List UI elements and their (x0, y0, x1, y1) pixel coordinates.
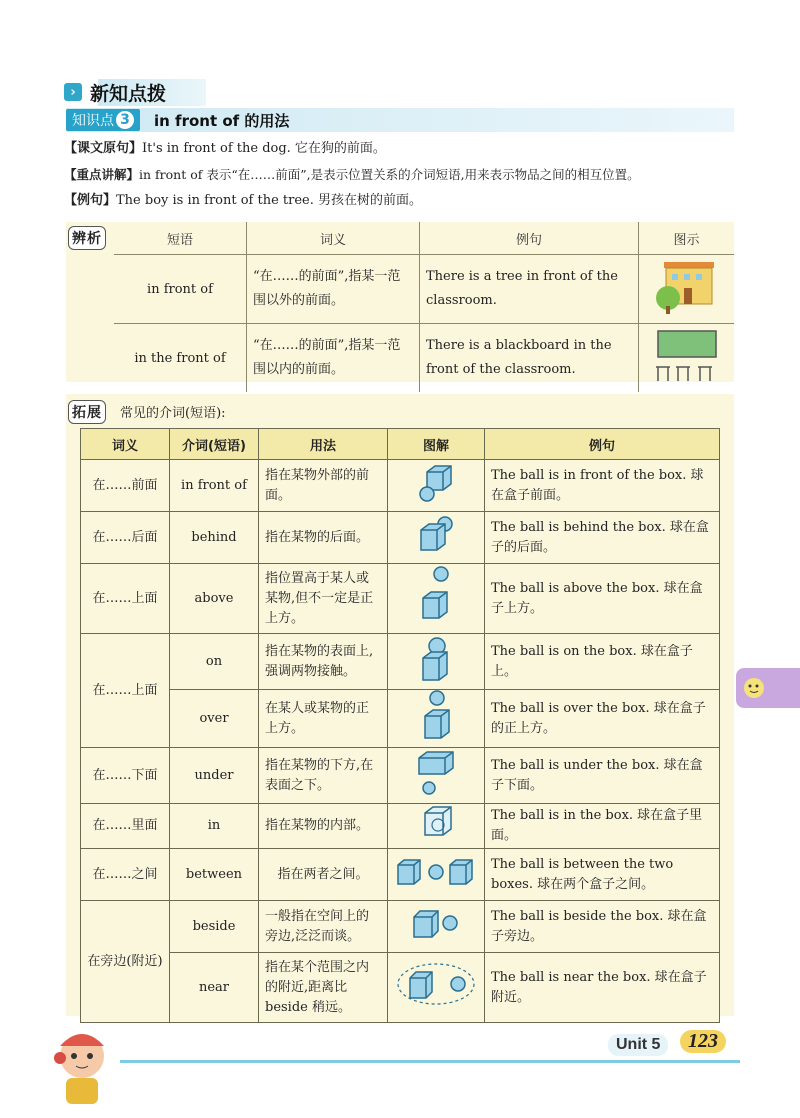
usage-cell: 指在某物的下方,在表面之下。 (259, 748, 388, 804)
diagram-cell (388, 460, 485, 512)
diagram-cell (388, 804, 485, 849)
meaning-cell: 在……之间 (81, 849, 170, 901)
table-header: 短语 (114, 222, 247, 255)
table-row (81, 512, 720, 564)
knowledge-point-badge-label: 知识点 (72, 113, 114, 129)
table-row (81, 690, 720, 748)
prep-cell: near (170, 953, 259, 1023)
ball-on-box-icon (411, 634, 461, 682)
usage-cell: 指在某物外部的前面。 (259, 460, 388, 512)
diagram-cell (388, 564, 485, 634)
diagram-cell (388, 953, 485, 1023)
meaning-cell: “在……的前面”,指某一范围以内的前面。 (247, 324, 420, 393)
usage-cell: 一般指在空间上的旁边,泛泛而谈。 (259, 901, 388, 953)
table-row (81, 901, 720, 953)
school-tree-illustration (652, 258, 722, 316)
bianxi-label: 辨析 (68, 226, 106, 250)
page-number: 123 (680, 1030, 726, 1053)
table-row (81, 849, 720, 901)
meaning-cell: 在旁边(附近) (81, 901, 170, 1023)
phrase-cell: in the front of (114, 324, 247, 393)
knowledge-point-badge (66, 109, 140, 131)
tuozhan-subtitle: 常见的介词(短语): (120, 406, 226, 421)
table-header: 例句 (420, 222, 639, 255)
prep-cell: in front of (170, 460, 259, 512)
table-row (114, 324, 734, 393)
usage-cell: 在某人或某物的正上方。 (259, 690, 388, 748)
table-header-row (114, 222, 734, 255)
example-cell: The ball is over the box. 球在盒子的正上方。 (485, 690, 720, 748)
bianxi-table (114, 222, 734, 392)
text-sentence-line (64, 141, 386, 157)
ball-between-boxes-icon (394, 853, 478, 889)
key-point-text: in front of 表示“在……前面”,是表示位置关系的介词短语,用来表示物品之间的相互位置。 (139, 167, 640, 182)
prep-cell: under (170, 748, 259, 804)
prep-cell: on (170, 634, 259, 690)
example-cell: The ball is near the box. 球在盒子附近。 (485, 953, 720, 1023)
table-row (81, 634, 720, 690)
blackboard-desks-illustration (652, 327, 722, 385)
prep-cell: beside (170, 901, 259, 953)
table-row (81, 564, 720, 634)
meaning-cell: 在……前面 (81, 460, 170, 512)
prep-cell: over (170, 690, 259, 748)
knowledge-point-number: 3 (116, 111, 134, 129)
table-header-row (81, 429, 720, 460)
example-cell: There is a tree in front of the classroom. (420, 255, 639, 324)
illustration-cell (639, 324, 735, 393)
footer-line (120, 1060, 740, 1063)
table-header: 图示 (639, 222, 735, 255)
meaning-cell: 在……后面 (81, 512, 170, 564)
illustration-cell (639, 255, 735, 324)
usage-cell: 指在某物的后面。 (259, 512, 388, 564)
usage-cell: 指在某物的表面上,强调两物接触。 (259, 634, 388, 690)
ball-near-box-icon (394, 960, 478, 1008)
diagram-cell (388, 748, 485, 804)
prepositions-table (80, 428, 720, 1023)
example-cell: The ball is above the box. 球在盒子上方。 (485, 564, 720, 634)
example-cell: The ball is on the box. 球在盒子上。 (485, 634, 720, 690)
knowledge-point-title: in front of 的用法 (154, 111, 290, 130)
ball-under-box-icon (411, 748, 461, 796)
meaning-cell: 在……下面 (81, 748, 170, 804)
table-header: 用法 (259, 429, 388, 460)
section-title: 新知点拨 (88, 79, 206, 106)
usage-cell: 指在某个范围之内的附近,距离比 beside 稍远。 (259, 953, 388, 1023)
table-row (81, 804, 720, 849)
prep-cell: in (170, 804, 259, 849)
table-header: 词义 (247, 222, 420, 255)
example-cell: The ball is beside the box. 球在盒子旁边。 (485, 901, 720, 953)
table-row (81, 748, 720, 804)
example-cell: The ball is between the two boxes. 球在两个盒子之间。 (485, 849, 720, 901)
table-header: 介词(短语) (170, 429, 259, 460)
example-cell: The ball is in the box. 球在盒子里面。 (485, 804, 720, 849)
ball-over-box-icon (411, 690, 461, 740)
diagram-cell (388, 901, 485, 953)
example-cell: The ball is behind the box. 球在盒子的后面。 (485, 512, 720, 564)
text-sentence-text: It's in front of the dog. 它在狗的前面。 (142, 141, 386, 156)
example-tag: 【例句】 (64, 193, 117, 208)
unit-label: Unit 5 (608, 1034, 668, 1056)
table-row (81, 460, 720, 512)
meaning-cell: 在……上面 (81, 634, 170, 748)
usage-cell: 指在两者之间。 (259, 849, 388, 901)
text-sentence-tag: 【课文原句】 (64, 141, 143, 156)
diagram-cell (388, 849, 485, 901)
meaning-cell: 在……里面 (81, 804, 170, 849)
mascot-icon (40, 1022, 124, 1112)
table-row (114, 255, 734, 324)
usage-cell: 指位置高于某人或某物,但不一定是正上方。 (259, 564, 388, 634)
ball-behind-box-icon (411, 512, 461, 556)
table-row (81, 953, 720, 1023)
ball-front-box-icon (411, 460, 461, 504)
example-text: The boy is in front of the tree. 男孩在树的前面。 (116, 193, 422, 208)
prep-cell: behind (170, 512, 259, 564)
diagram-cell (388, 512, 485, 564)
example-cell: The ball is in front of the box. 球在盒子前面。 (485, 460, 720, 512)
table-header: 图解 (388, 429, 485, 460)
example-line (64, 193, 422, 209)
phrase-cell: in front of (114, 255, 247, 324)
ball-above-box-icon (411, 564, 461, 626)
key-point-tag: 【重点讲解】 (64, 167, 140, 182)
knowledge-point-bar (66, 108, 734, 132)
chevron-right-icon: › (64, 83, 82, 101)
meaning-cell: “在……的前面”,指某一范围以外的前面。 (247, 255, 420, 324)
example-cell: There is a blackboard in the front of the classroom. (420, 324, 639, 393)
usage-cell: 指在某物的内部。 (259, 804, 388, 849)
prep-cell: between (170, 849, 259, 901)
table-header: 词义 (81, 429, 170, 460)
ball-beside-box-icon (406, 905, 466, 941)
diagram-cell (388, 690, 485, 748)
tuozhan-label: 拓展 (68, 400, 106, 424)
key-point-line (64, 167, 640, 183)
ball-in-box-icon (411, 805, 461, 841)
diagram-cell (388, 634, 485, 690)
section-header (64, 80, 206, 104)
meaning-cell: 在……上面 (81, 564, 170, 634)
moon-face-icon (740, 674, 768, 702)
example-cell: The ball is under the box. 球在盒子下面。 (485, 748, 720, 804)
table-header: 例句 (485, 429, 720, 460)
prep-cell: above (170, 564, 259, 634)
